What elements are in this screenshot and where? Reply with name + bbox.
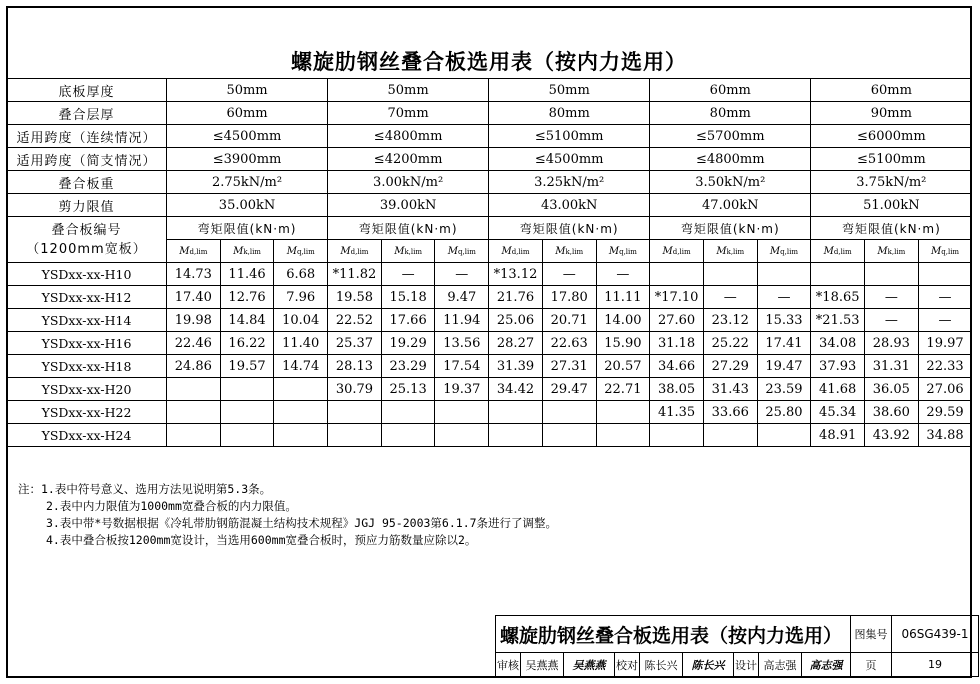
moment-value: 48.91	[811, 424, 865, 447]
moment-value: 17.80	[542, 286, 596, 309]
moment-value	[811, 263, 865, 286]
moment-value: 7.96	[274, 286, 328, 309]
moment-value: 45.34	[811, 401, 865, 424]
moment-value	[220, 378, 274, 401]
symbol-base: M	[769, 245, 781, 257]
moment-value: 31.18	[650, 332, 704, 355]
spec-row-weight	[7, 171, 972, 194]
code-header	[7, 217, 167, 263]
moment-value: 17.41	[757, 332, 811, 355]
moment-value: 33.66	[703, 401, 757, 424]
symbol-base: M	[716, 245, 727, 257]
moment-value: —	[435, 263, 489, 286]
moment-value: 13.56	[435, 332, 489, 355]
row-label: 适用跨度（连续情况）	[7, 125, 167, 148]
moment-value: *11.82	[328, 263, 382, 286]
spec-row-layer	[7, 102, 972, 125]
symbol-base: M	[233, 245, 244, 257]
symbol-subscript: d,lim	[511, 247, 530, 256]
moment-value: —	[381, 263, 435, 286]
table-row	[7, 378, 972, 401]
symbol-subscript: k,lim	[243, 247, 261, 256]
table-row	[7, 286, 972, 309]
moment-subheader	[811, 240, 865, 263]
code-header-line2: （1200mm宽板）	[26, 241, 147, 257]
moment-value: 10.04	[274, 309, 328, 332]
moment-value: 34.88	[918, 424, 972, 447]
spec-cell: ≤5700mm	[650, 125, 811, 148]
table-row	[7, 401, 972, 424]
panel-code: YSDxx-xx-H12	[7, 286, 167, 309]
moment-subheader	[918, 240, 972, 263]
spec-cell: 60mm	[650, 79, 811, 102]
moment-value	[381, 401, 435, 424]
spec-cell: ≤4500mm	[167, 125, 328, 148]
moment-value: 37.93	[811, 355, 865, 378]
moment-value: 23.12	[703, 309, 757, 332]
spec-cell: 2.75kN/m²	[167, 171, 328, 194]
table-row	[7, 355, 972, 378]
moment-value: 25.80	[757, 401, 811, 424]
table-row	[7, 424, 972, 447]
symbol-subscript: d,lim	[350, 247, 369, 256]
panel-code: YSDxx-xx-H20	[7, 378, 167, 401]
page-label: 页	[851, 653, 892, 677]
spec-cell: 51.00kN	[811, 194, 972, 217]
symbol-subscript: q,lim	[619, 247, 637, 256]
symbol-subscript: k,lim	[565, 247, 584, 256]
moment-value	[167, 378, 221, 401]
moment-value	[167, 401, 221, 424]
moment-value	[542, 401, 596, 424]
selection-table	[6, 78, 972, 447]
moment-value	[650, 263, 704, 286]
moment-value: 11.11	[596, 286, 650, 309]
moment-value: 19.57	[220, 355, 274, 378]
note-2: 2.表中内力限值为1000mm宽叠合板的内力限值。	[46, 499, 297, 513]
moment-subheader	[596, 240, 650, 263]
spec-cell: 43.00kN	[489, 194, 650, 217]
symbol-subscript: d,lim	[672, 247, 691, 256]
spec-cell: 3.25kN/m²	[489, 171, 650, 194]
moment-value: 30.79	[328, 378, 382, 401]
moment-value: 24.86	[167, 355, 221, 378]
moment-value: 22.63	[542, 332, 596, 355]
symbol-base: M	[823, 245, 834, 257]
spec-cell: 3.50kN/m²	[650, 171, 811, 194]
spec-cell: 90mm	[811, 102, 972, 125]
moment-subheader	[757, 240, 811, 263]
symbol-subscript: d,lim	[833, 247, 852, 256]
spec-cell: 80mm	[489, 102, 650, 125]
moment-value	[274, 378, 328, 401]
moment-value: 19.97	[918, 332, 972, 355]
moment-value: 23.59	[757, 378, 811, 401]
spec-cell: 3.00kN/m²	[328, 171, 489, 194]
moment-value	[435, 401, 489, 424]
moment-value: *21.53	[811, 309, 865, 332]
spec-cell: ≤3900mm	[167, 148, 328, 171]
design-label: 设计	[734, 653, 759, 677]
moment-value: —	[865, 286, 919, 309]
atlas-label: 图集号	[851, 616, 892, 653]
moment-value: 43.92	[865, 424, 919, 447]
spec-cell: ≤4800mm	[650, 148, 811, 171]
moment-header-row	[7, 217, 972, 240]
moment-header: 弯矩限值(kN·m)	[167, 217, 328, 240]
moment-value: 25.13	[381, 378, 435, 401]
moment-value: 38.60	[865, 401, 919, 424]
panel-code: YSDxx-xx-H16	[7, 332, 167, 355]
moment-value	[328, 401, 382, 424]
moment-value: 14.00	[596, 309, 650, 332]
moment-subheader	[274, 240, 328, 263]
moment-value	[596, 401, 650, 424]
moment-value: 38.05	[650, 378, 704, 401]
moment-value: 19.98	[167, 309, 221, 332]
moment-value: 41.35	[650, 401, 704, 424]
moment-value	[328, 424, 382, 447]
moment-subheader	[489, 240, 543, 263]
moment-value: 11.46	[220, 263, 274, 286]
panel-code: YSDxx-xx-H24	[7, 424, 167, 447]
note-4: 4.表中叠合板按1200mm宽设计，当选用600mm宽叠合板时，预应力筋数量应除以2。	[46, 533, 477, 547]
moment-value	[703, 424, 757, 447]
moment-value: —	[542, 263, 596, 286]
code-header-line1: 叠合板编号	[51, 222, 122, 238]
symbol-base: M	[662, 245, 673, 257]
row-label: 底板厚度	[7, 79, 167, 102]
moment-value: 31.43	[703, 378, 757, 401]
spec-cell: 50mm	[328, 79, 489, 102]
moment-value: 17.54	[435, 355, 489, 378]
moment-subheader	[542, 240, 596, 263]
symbol-subscript: k,lim	[887, 247, 906, 256]
moment-value: 25.37	[328, 332, 382, 355]
moment-value	[865, 263, 919, 286]
moment-value	[167, 424, 221, 447]
moment-value: 12.76	[220, 286, 274, 309]
moment-subheader	[381, 240, 435, 263]
spec-cell: ≤4500mm	[489, 148, 650, 171]
panel-code: YSDxx-xx-H22	[7, 401, 167, 424]
table-row	[7, 309, 972, 332]
panel-code: YSDxx-xx-H18	[7, 355, 167, 378]
moment-value: 27.29	[703, 355, 757, 378]
moment-value: 19.37	[435, 378, 489, 401]
title-block-title: 螺旋肋钢丝叠合板选用表（按内力选用）	[496, 616, 851, 653]
moment-value: —	[918, 309, 972, 332]
symbol-base: M	[931, 245, 942, 257]
symbol-base: M	[608, 245, 620, 257]
moment-value: *18.65	[811, 286, 865, 309]
moment-value	[489, 401, 543, 424]
moment-value: 29.59	[918, 401, 972, 424]
moment-value: 31.31	[865, 355, 919, 378]
moment-value: 27.06	[918, 378, 972, 401]
moment-value: 25.06	[489, 309, 543, 332]
moment-value: 9.47	[435, 286, 489, 309]
designer-name: 高志强	[759, 653, 802, 677]
moment-value: 22.33	[918, 355, 972, 378]
moment-value: *13.12	[489, 263, 543, 286]
reviewer-signature: 吴燕燕	[564, 653, 615, 677]
moment-value: 15.18	[381, 286, 435, 309]
spec-cell: 50mm	[167, 79, 328, 102]
moment-value	[435, 424, 489, 447]
row-label: 叠合层厚	[7, 102, 167, 125]
moment-value: 27.60	[650, 309, 704, 332]
spec-cell: ≤5100mm	[811, 148, 972, 171]
moment-value: 23.29	[381, 355, 435, 378]
moment-value	[703, 263, 757, 286]
moment-value: 28.93	[865, 332, 919, 355]
checker-name: 陈长兴	[640, 653, 683, 677]
moment-value: 34.08	[811, 332, 865, 355]
moment-value: 22.46	[167, 332, 221, 355]
moment-subheader	[328, 240, 382, 263]
moment-subheader	[865, 240, 919, 263]
moment-value: *17.10	[650, 286, 704, 309]
moment-value: 15.33	[757, 309, 811, 332]
spec-cell: 35.00kN	[167, 194, 328, 217]
moment-header: 弯矩限值(kN·m)	[328, 217, 489, 240]
symbol-subscript: d,lim	[189, 247, 208, 256]
moment-value: 41.68	[811, 378, 865, 401]
symbol-base: M	[286, 245, 297, 257]
moment-subheader	[167, 240, 221, 263]
spec-cell: 39.00kN	[328, 194, 489, 217]
moment-value: —	[757, 286, 811, 309]
symbol-subscript: q,lim	[458, 247, 476, 256]
symbol-base: M	[501, 245, 512, 257]
row-label: 剪力限值	[7, 194, 167, 217]
moment-value: 36.05	[865, 378, 919, 401]
notes	[18, 481, 557, 549]
moment-value: 14.73	[167, 263, 221, 286]
spec-cell: ≤4200mm	[328, 148, 489, 171]
spec-row-shear	[7, 194, 972, 217]
spec-row-base	[7, 79, 972, 102]
moment-value: 16.22	[220, 332, 274, 355]
moment-header: 弯矩限值(kN·m)	[489, 217, 650, 240]
moment-value: 14.74	[274, 355, 328, 378]
moment-subheader	[703, 240, 757, 263]
notes-prefix: 注：	[18, 482, 41, 496]
moment-value: —	[596, 263, 650, 286]
moment-value: 28.13	[328, 355, 382, 378]
spec-cell: ≤6000mm	[811, 125, 972, 148]
designer-signature: 高志强	[802, 653, 851, 677]
symbol-subscript: q,lim	[780, 247, 798, 256]
spec-cell: 3.75kN/m²	[811, 171, 972, 194]
moment-value: 11.94	[435, 309, 489, 332]
symbol-base: M	[447, 245, 459, 257]
moment-subheader	[650, 240, 704, 263]
moment-value: 15.90	[596, 332, 650, 355]
symbol-subscript: k,lim	[404, 247, 423, 256]
moment-value	[381, 424, 435, 447]
moment-value: 27.31	[542, 355, 596, 378]
moment-value: 21.76	[489, 286, 543, 309]
moment-value: 31.39	[489, 355, 543, 378]
spec-cell: 80mm	[650, 102, 811, 125]
moment-value: —	[703, 286, 757, 309]
moment-value	[918, 263, 972, 286]
moment-header: 弯矩限值(kN·m)	[811, 217, 972, 240]
moment-value: 11.40	[274, 332, 328, 355]
moment-value: —	[865, 309, 919, 332]
moment-value	[596, 424, 650, 447]
check-label: 校对	[615, 653, 640, 677]
table-row	[7, 263, 972, 286]
symbol-base: M	[340, 245, 351, 257]
symbol-subscript: q,lim	[941, 247, 960, 256]
spec-cell: 60mm	[167, 102, 328, 125]
reviewer-name: 吴燕燕	[521, 653, 564, 677]
moment-value: 19.58	[328, 286, 382, 309]
moment-value	[650, 424, 704, 447]
moment-value: 34.42	[489, 378, 543, 401]
moment-value: 6.68	[274, 263, 328, 286]
spec-cell: 50mm	[489, 79, 650, 102]
moment-value	[220, 424, 274, 447]
moment-value: 14.84	[220, 309, 274, 332]
spec-cell: ≤4800mm	[328, 125, 489, 148]
moment-value	[757, 424, 811, 447]
panel-code: YSDxx-xx-H10	[7, 263, 167, 286]
page-number: 19	[892, 653, 979, 677]
moment-value: 25.22	[703, 332, 757, 355]
symbol-base: M	[394, 245, 405, 257]
checker-signature: 陈长兴	[683, 653, 734, 677]
moment-value	[274, 401, 328, 424]
row-label: 适用跨度（简支情况）	[7, 148, 167, 171]
moment-value	[542, 424, 596, 447]
moment-value: 22.71	[596, 378, 650, 401]
moment-subheader	[435, 240, 489, 263]
moment-value	[220, 401, 274, 424]
moment-subheader	[220, 240, 274, 263]
spec-row-span-simple	[7, 148, 972, 171]
panel-code: YSDxx-xx-H14	[7, 309, 167, 332]
moment-value: 20.57	[596, 355, 650, 378]
moment-value: 17.66	[381, 309, 435, 332]
moment-value: 19.47	[757, 355, 811, 378]
moment-value: 22.52	[328, 309, 382, 332]
symbol-subscript: k,lim	[726, 247, 745, 256]
moment-value: 20.71	[542, 309, 596, 332]
table-row	[7, 332, 972, 355]
moment-value: —	[918, 286, 972, 309]
moment-value: 34.66	[650, 355, 704, 378]
moment-value	[489, 424, 543, 447]
moment-value: 19.29	[381, 332, 435, 355]
spec-cell: 70mm	[328, 102, 489, 125]
symbol-base: M	[555, 245, 566, 257]
symbol-base: M	[877, 245, 888, 257]
moment-value	[757, 263, 811, 286]
moment-value: 17.40	[167, 286, 221, 309]
row-label: 叠合板重	[7, 171, 167, 194]
moment-value	[274, 424, 328, 447]
spec-cell: ≤5100mm	[489, 125, 650, 148]
atlas-number: 06SG439-1	[892, 616, 979, 653]
page-title: 螺旋肋钢丝叠合板选用表（按内力选用）	[291, 50, 687, 74]
review-label: 审核	[496, 653, 521, 677]
note-3: 3.表中带*号数据根据《冷轧带肋钢筋混凝土结构技术规程》JGJ 95-2003第6.1.7条进行了调整。	[46, 516, 558, 530]
moment-value: 28.27	[489, 332, 543, 355]
spec-row-span-cont	[7, 125, 972, 148]
spec-cell: 47.00kN	[650, 194, 811, 217]
title-block	[495, 615, 979, 677]
symbol-base: M	[179, 245, 190, 257]
symbol-subscript: q,lim	[296, 247, 315, 256]
moment-value: 29.47	[542, 378, 596, 401]
moment-header: 弯矩限值(kN·m)	[650, 217, 811, 240]
note-1: 1.表中符号意义、选用方法见说明第5.3条。	[41, 482, 272, 496]
spec-cell: 60mm	[811, 79, 972, 102]
